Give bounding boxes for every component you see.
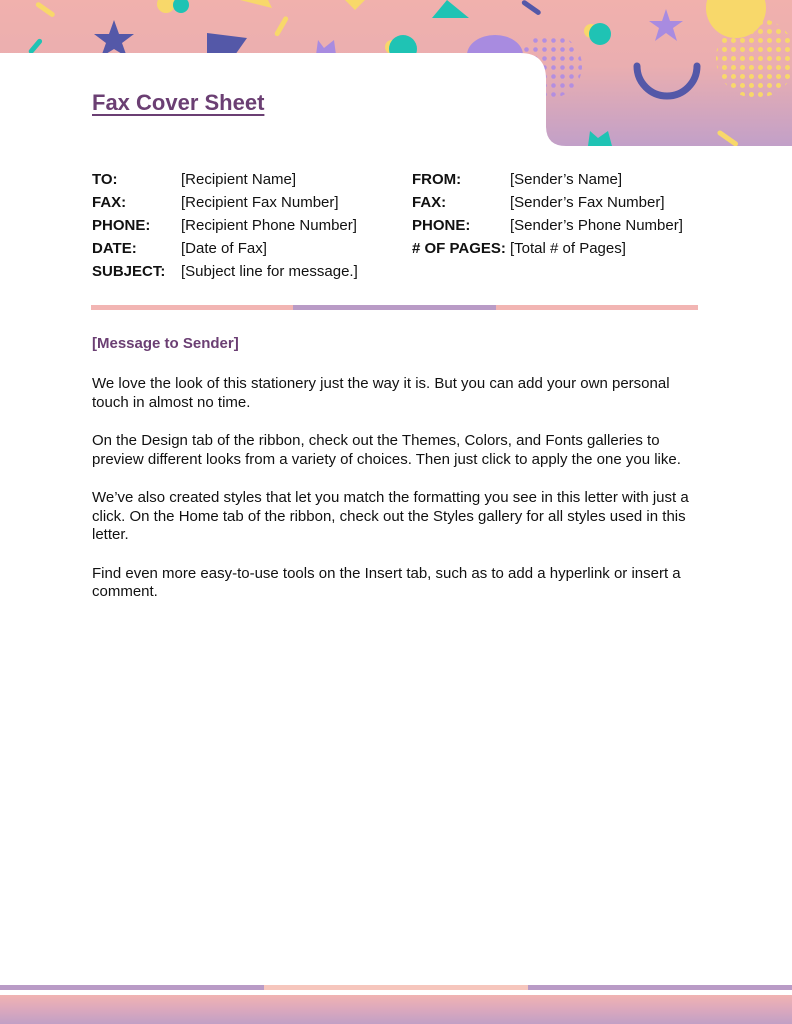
divider-segment-pink: [264, 985, 528, 990]
subject-row: [92, 260, 358, 283]
sender-fields: [412, 168, 683, 260]
sender-fax-field[interactable]: [Sender’s Fax Number]: [510, 194, 665, 211]
date-row: [92, 237, 358, 260]
message-paragraph[interactable]: We love the look of this stationery just the way it is. But you can add your own personal touch in almost no time.: [92, 375, 670, 411]
total-pages-field[interactable]: [Total # of Pages]: [510, 240, 626, 257]
document-title: Fax Cover Sheet: [92, 90, 265, 115]
message-body: [92, 375, 702, 622]
date-field[interactable]: [Date of Fax]: [181, 240, 267, 257]
divider-segment-purple: [528, 985, 792, 990]
field-label: FAX:: [92, 194, 127, 211]
field-label: PHONE:: [412, 217, 471, 234]
field-label: DATE:: [92, 240, 137, 257]
message-paragraph[interactable]: We’ve also created styles that let you match the formatting you see in this letter with just a click. On the Home tab of the ribbon, check out the Styles gallery for all styles used in this letter.: [92, 489, 689, 543]
message-paragraph[interactable]: Find even more easy-to-use tools on the Insert tab, such as to add a hyperlink or insert a comment.: [92, 564, 681, 600]
sender-fax-row: [412, 191, 683, 214]
divider-segment-purple: [293, 305, 495, 310]
recipient-fax-field[interactable]: [Recipient Fax Number]: [181, 194, 339, 211]
field-label: TO:: [92, 171, 118, 188]
recipient-phone-row: [92, 214, 358, 237]
recipient-phone-field[interactable]: [Recipient Phone Number]: [181, 217, 357, 234]
message-paragraph[interactable]: On the Design tab of the ribbon, check out the Themes, Colors, and Fonts galleries to preview different looks from a variety of choices. Then just click to apply the one you like.: [92, 432, 681, 468]
recipient-to-row: [92, 168, 358, 191]
field-label: FAX:: [412, 194, 447, 211]
field-label: PHONE:: [92, 217, 151, 234]
sender-from-row: [412, 168, 683, 191]
divider-segment-pink: [496, 305, 698, 310]
header-decorative-banner: [0, 0, 792, 146]
message-heading[interactable]: [Message to Sender]: [92, 335, 239, 352]
divider-segment-pink: [91, 305, 293, 310]
footer-gradient-band: [0, 995, 792, 1024]
sender-name-field[interactable]: [Sender’s Name]: [510, 171, 623, 188]
field-label: # OF PAGES:: [412, 240, 506, 257]
footer-divider: [0, 985, 792, 990]
field-label: FROM:: [412, 171, 462, 188]
pages-row: [412, 237, 683, 260]
field-label: SUBJECT:: [92, 263, 166, 280]
sender-phone-row: [412, 214, 683, 237]
recipient-name-field[interactable]: [Recipient Name]: [181, 171, 297, 188]
sender-phone-field[interactable]: [Sender’s Phone Number]: [510, 217, 683, 234]
subject-field[interactable]: [Subject line for message.]: [181, 263, 358, 280]
confetti-shapes-graphic: [0, 0, 792, 146]
recipient-fields: [92, 168, 358, 283]
recipient-fax-row: [92, 191, 358, 214]
divider-segment-purple: [0, 985, 264, 990]
section-divider: [91, 305, 698, 310]
